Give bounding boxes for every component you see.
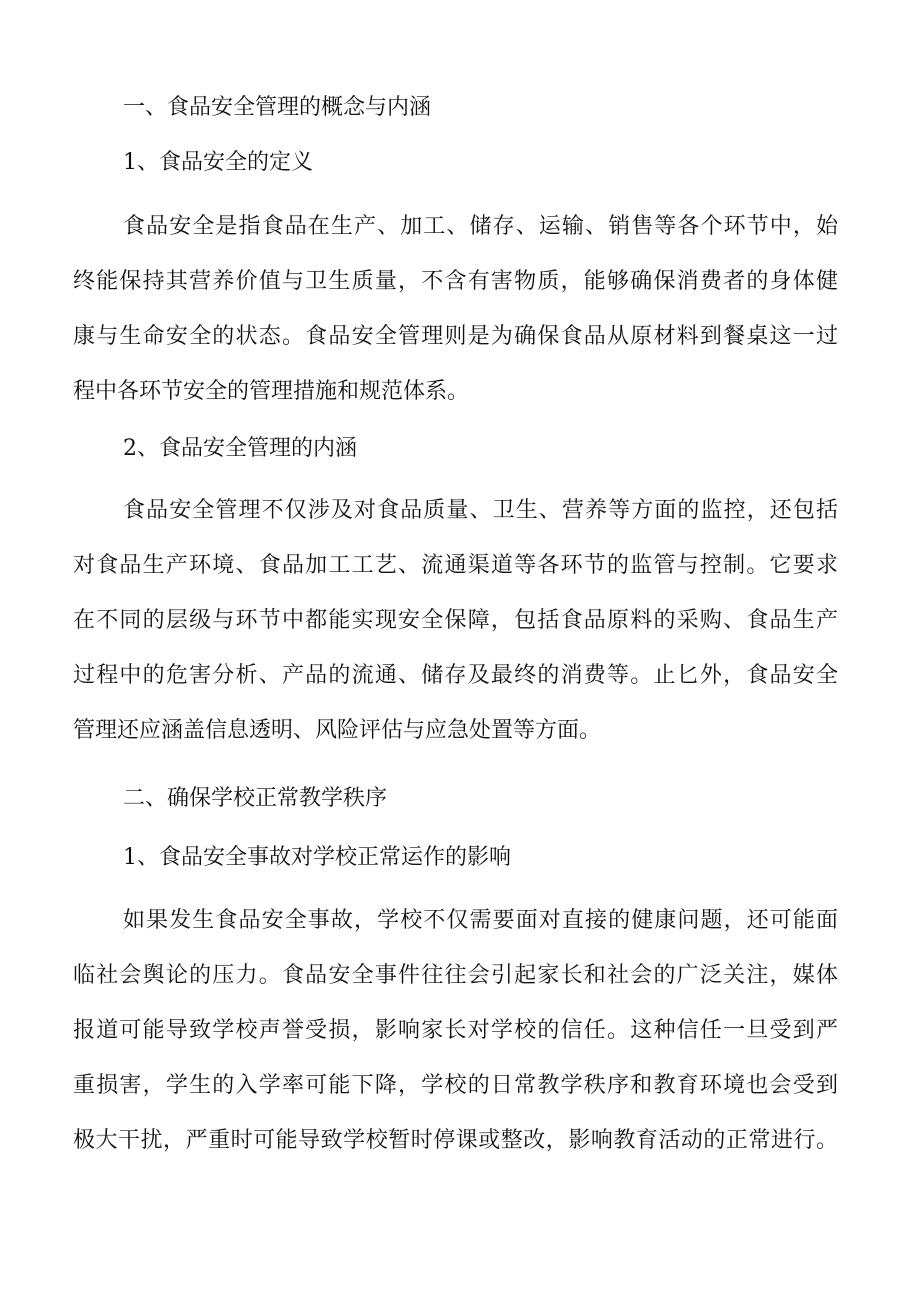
paragraph-food-safety-connotation — [73, 496, 838, 771]
paragraph-line: 极大干扰，严重时可能导致学校暂时停课或整改，影响教育活动的正常进行。 — [73, 1128, 838, 1153]
paragraph-line: 在不同的层级与环节中都能实现安全保障，包括食品原料的采购、食品生产 — [73, 608, 838, 633]
paragraph-food-safety-definition — [73, 212, 838, 432]
subsection-2-1-title: 1、食品安全事故对学校正常运作的影响 — [123, 845, 511, 870]
paragraph-line: 重损害，学生的入学率可能下降，学校的日常教学秩序和教育环境也会受到 — [73, 1073, 838, 1098]
section-2-title: 二、确保学校正常教学秩序 — [123, 786, 388, 811]
subsection-1-2-title: 2、食品安全管理的内涵 — [123, 436, 357, 461]
paragraph-line: 对食品生产环境、食品加工工艺、流通渠道等各环节的监管与控制。它要求 — [73, 553, 838, 578]
paragraph-line: 临社会舆论的压力。食品安全事件往往会引起家长和社会的广泛关注，媒体 — [73, 963, 838, 988]
paragraph-line: 终能保持其营养价值与卫生质量，不含有害物质，能够确保消费者的身体健 — [73, 269, 838, 294]
subsection-1-1-title: 1、食品安全的定义 — [123, 150, 313, 175]
paragraph-accident-impact — [73, 906, 838, 1181]
paragraph-line: 程中各环节安全的管理措施和规范体系。 — [73, 379, 470, 404]
paragraph-line: 食品安全是指食品在生产、加工、储存、运输、销售等各个环节中，始 — [123, 214, 838, 239]
paragraph-line: 过程中的危害分析、产品的流通、储存及最终的消费等。止匕外，食品安全 — [73, 663, 838, 688]
section-1-title: 一、食品安全管理的概念与内涵 — [123, 95, 432, 120]
paragraph-line: 如果发生食品安全事故，学校不仅需要面对直接的健康问题，还可能面 — [123, 908, 838, 933]
paragraph-line: 食品安全管理不仅涉及对食品质量、卫生、营养等方面的监控，还包括 — [123, 498, 838, 523]
paragraph-line: 康与生命安全的状态。食品安全管理则是为确保食品从原材料到餐桌这一过 — [73, 324, 838, 349]
paragraph-line: 管理还应涵盖信息透明、风险评估与应急处置等方面。 — [73, 718, 602, 743]
paragraph-line: 报道可能导致学校声誉受损，影响家长对学校的信任。这种信任一旦受到严 — [73, 1018, 838, 1043]
